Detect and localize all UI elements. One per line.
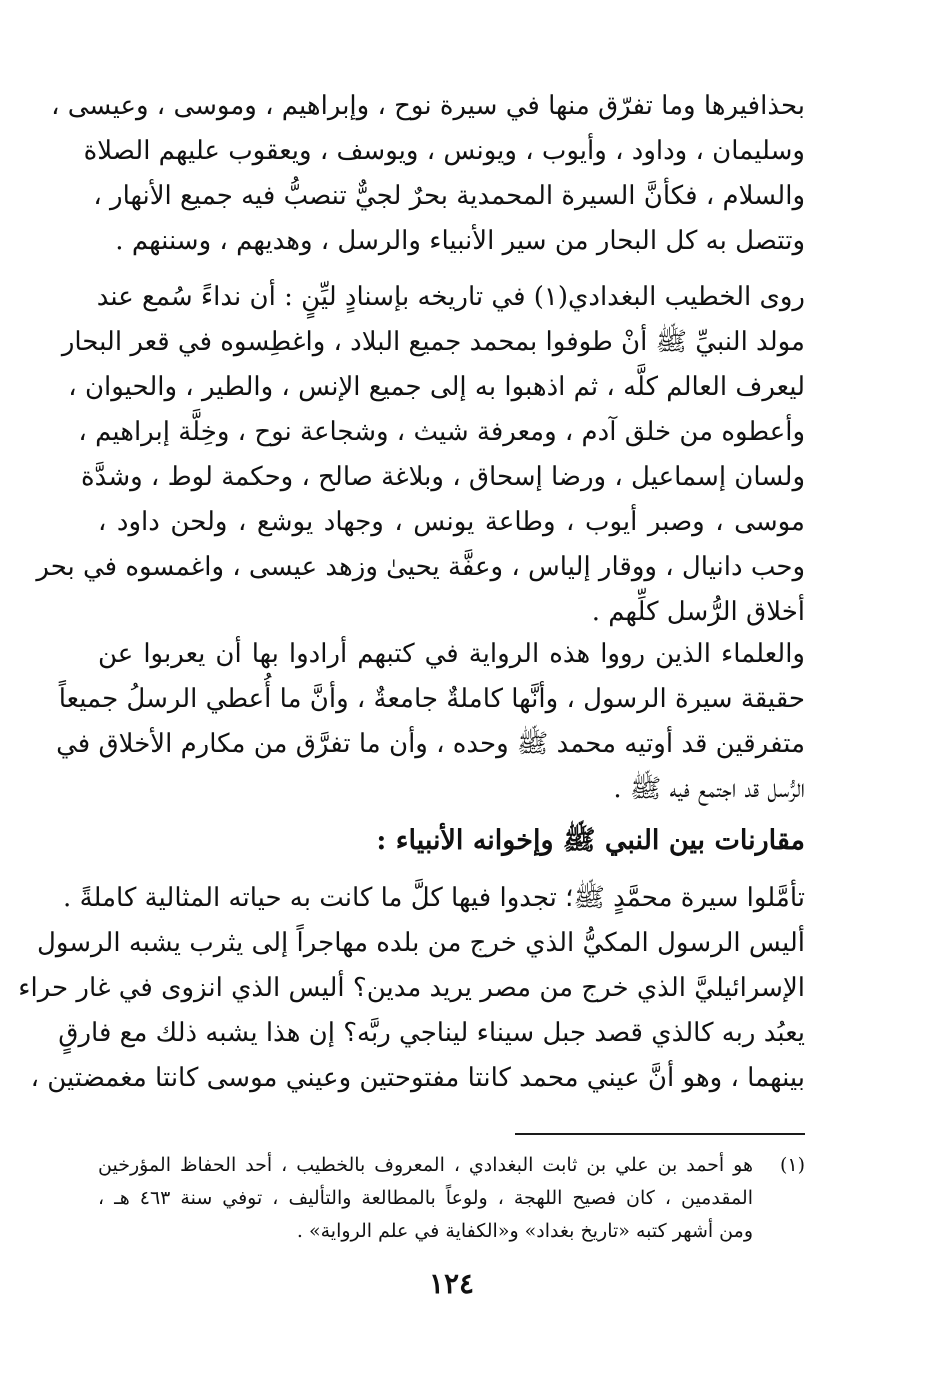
footnote-line: هو أحمد بن علي بن ثابت البغدادي ، المعروف بالخطيب ، أحد الحفاظ المؤرخين	[98, 1154, 753, 1176]
paragraph-1-line: وتتصل به كل البحار من سير الأنبياء والرسل ، وهديهم ، وسننهم .	[115, 226, 805, 256]
paragraph-2-line: روى الخطيب البغدادي(١) في تاريخه بإسنادٍ ليِّنٍ : أن نداءً سُمع عند	[96, 282, 805, 312]
paragraph-2-line: مولد النبيِّ ﷺ أنْ طوفوا بمحمد جميع البلاد ، واغطِسوه في قعر البحار	[61, 327, 805, 357]
paragraph-3	[56, 632, 805, 812]
paragraph-3-line: والعلماء الذين رووا هذه الرواية في كتبهم أرادوا بها أن يعربوا عن	[98, 639, 805, 669]
paragraph-3-line: الرُّسل قد اجتمع فيه ﷺ .	[613, 774, 805, 804]
paragraph-4-line: أليس الرسول المكيُّ الذي خرج من بلده مهاجراً إلى يثرب يشبه الرسول	[36, 928, 805, 958]
paragraph-2-line: وأعطوه من خلق آدم ، ومعرفة شيث ، وشجاعة نوح ، وخِلَّة إبراهيم ،	[78, 417, 805, 447]
paragraph-2-line: ولسان إسماعيل ، ورضا إسحاق ، وبلاغة صالح ، وحكمة لوط ، وشدَّة	[81, 462, 805, 492]
paragraph-2-line: ليعرف العالم كلَّه ، ثم اذهبوا به إلى جميع الإنس ، والطير ، والحيوان ،	[68, 372, 805, 402]
paragraph-2-line: أخلاق الرُّسل كلِّهم .	[591, 597, 805, 627]
paragraph-1-line: وسليمان ، وداود ، وأيوب ، ويونس ، ويوسف ، ويعقوب عليهم الصلاة	[83, 136, 805, 166]
book-page	[18, 0, 805, 1375]
paragraph-4-line: الإسرائيليَّ الذي خرج من مصر يريد مدين؟ أليس الذي انزوى في غار حراء	[18, 973, 805, 1003]
paragraph-3-line: حقيقة سيرة الرسول ، وأنَّها كاملةٌ جامعةٌ ، وأنَّ ما أُعطي الرسلُ جميعاً	[58, 684, 805, 714]
paragraph-4-line: بينهما ، وهو أنَّ عيني محمد كانتا مفتوحتين وعيني موسى كانتا مغمضتين ،	[30, 1063, 805, 1093]
paragraph-2-line: وحب دانيال ، ووقار إلياس ، وعفَّة يحيىٰ وزهد عيسى ، واغمسوه في بحر	[36, 552, 805, 582]
paragraph-1-line: بحذافيرها وما تفرّق منها في سيرة نوح ، وإبراهيم ، وموسى ، وعيسى ،	[51, 91, 805, 121]
paragraph-3-line: متفرقين قد أوتيه محمد ﷺ وحده ، وأن ما تفرَّق من مكارم الأخلاق في	[56, 729, 805, 759]
footnote-line: المقدمين ، كان فصيح اللهجة ، ولوعاً بالمطالعة والتأليف ، توفي سنة ٤٦٣ هـ ،	[98, 1187, 753, 1209]
paragraph-4	[18, 876, 805, 1101]
paragraph-2	[36, 275, 805, 635]
paragraph-4-line: تأمَّلوا سيرة محمَّدٍ ﷺ؛ تجدوا فيها كلَّ ما كانت به حياته المثالية كاملةً .	[63, 883, 805, 913]
paragraph-4-line: يعبُد ربه كالذي قصد جبل سيناء ليناجي ربَّه؟ إن هذا يشبه ذلك مع فارقٍ	[58, 1018, 805, 1048]
footnote-number: (١)	[779, 1154, 805, 1176]
page-number: ١٢٤	[428, 1267, 475, 1300]
paragraph-1	[51, 84, 805, 264]
footnote-divider	[515, 1133, 805, 1135]
footnote	[98, 1149, 805, 1248]
footnote-line: ومن أشهر كتبه «تاريخ بغداد» و«الكفاية في علم الرواية» .	[296, 1220, 753, 1242]
footnote-text	[98, 1149, 753, 1248]
paragraph-2-line: موسى ، وصبر أيوب ، وطاعة يونس ، وجهاد يوشع ، ولحن داود ،	[98, 507, 805, 537]
section-heading: مقارنات بين النبي ﷺ وإخوانه الأنبياء :	[376, 825, 805, 856]
paragraph-1-line: والسلام ، فكأنَّ السيرة المحمدية بحرٌ لجيٌّ تنصبُّ فيه جميع الأنهار ،	[93, 181, 805, 211]
